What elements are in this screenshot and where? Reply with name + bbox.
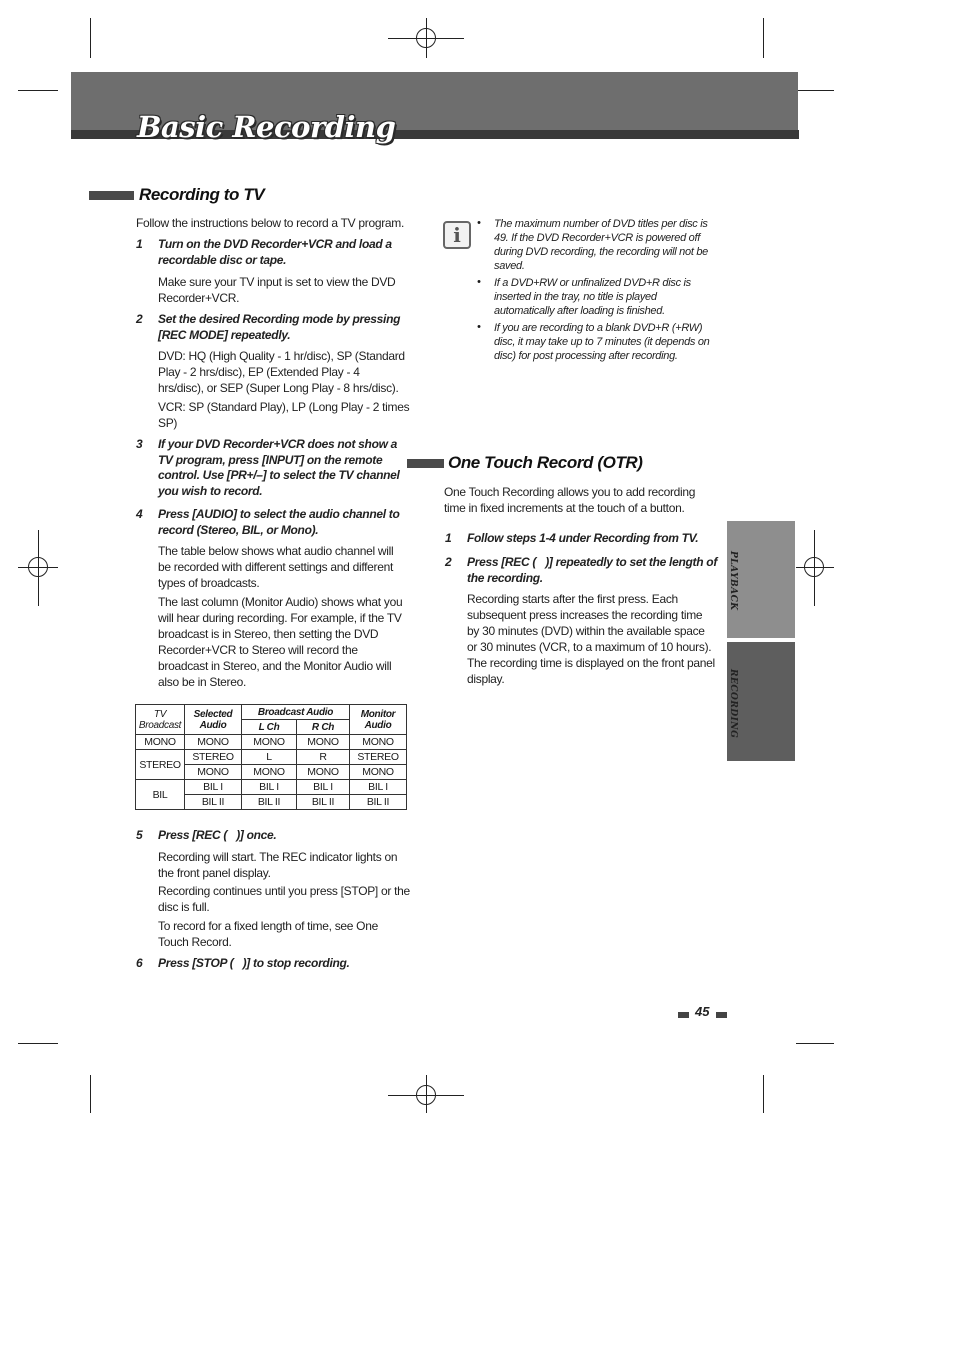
col-header-monitor-audio: [350, 705, 407, 735]
table-cell: STEREO: [136, 750, 185, 780]
step-2-detail-dvd: DVD: HQ (High Quality - 1 hr/disc), SP (Standard Play - 2 hrs/disc), EP (Extended Play - 4 hrs/disc), or SEP (Super Long Play - 8 hrs/disc).: [158, 349, 405, 395]
section-marker: [407, 459, 444, 468]
table-cell: STEREO: [185, 750, 242, 765]
step-number: 2: [136, 312, 143, 326]
section-marker: [89, 191, 134, 200]
otr-step-1: [445, 531, 720, 547]
table-cell: BIL I: [242, 780, 297, 795]
table-cell: MONO: [185, 735, 242, 750]
col-header-broadcast-audio: Broadcast Audio: [242, 705, 350, 720]
step-1-detail: Make sure your TV input is set to view the DVD Recorder+VCR.: [158, 275, 396, 305]
note-item: If a DVD+RW or unfinalized DVD+R disc is inserted in the tray, no title is played automatically after loading is finished.: [494, 277, 691, 317]
otr-intro-text: One Touch Recording allows you to add recording time in fixed increments at the touch of a button.: [444, 485, 696, 515]
step-4-detail-b: The last column (Monitor Audio) shows what you will hear during recording. For example, if the TV broadcast is in Stereo, then setting the DVD Recorder+VCR to Stereo will record the broadcast in Stereo, and the Monitor Audio will also be in Stereo.: [158, 595, 403, 689]
table-cell: MONO: [350, 765, 407, 780]
crop-mark: [90, 18, 91, 58]
page-title: Basic Recording: [137, 110, 396, 144]
table-cell: MONO: [350, 735, 407, 750]
table-cell: STEREO: [350, 750, 407, 765]
step-text: If your DVD Recorder+VCR does not show a TV program, press [INPUT] on the remote control. Use [PR+/–] to select the TV channel you wish to record.: [158, 437, 400, 498]
side-tab-recording-label: RECORDING: [728, 669, 738, 739]
header-text: Broadcast: [138, 719, 182, 731]
step-1: [136, 237, 411, 269]
registration-mark: [416, 1085, 436, 1105]
header-text: Audio: [364, 719, 392, 731]
header-text: Audio: [199, 719, 227, 731]
registration-mark: [416, 28, 436, 48]
table-cell: MONO: [297, 735, 350, 750]
section-heading-recording-to-tv: Recording to TV: [139, 185, 265, 204]
step-5-detail-c: To record for a fixed length of time, see One Touch Record.: [158, 919, 378, 949]
page-number-marker: [716, 1012, 727, 1018]
crop-mark: [18, 1043, 58, 1044]
step-text: Press [STOP ( )] to stop recording.: [158, 956, 350, 970]
table-cell: BIL I: [185, 780, 242, 795]
crop-mark: [763, 18, 764, 58]
crop-mark: [18, 90, 58, 91]
page-number-marker: [678, 1012, 689, 1018]
crop-mark: [796, 90, 834, 91]
otr-step-2: [445, 555, 720, 587]
step-text: Set the desired Recording mode by pressing [REC MODE] repeatedly.: [158, 312, 401, 342]
table-cell: L: [242, 750, 297, 765]
intro-text: Follow the instructions below to record a TV program.: [136, 216, 405, 230]
bullet: •: [477, 276, 481, 288]
header-text: TV: [153, 708, 167, 720]
table-cell: R: [297, 750, 350, 765]
step-3: [136, 437, 411, 501]
step-text: Press [REC ( )] once.: [158, 828, 277, 842]
step-5-detail-a: Recording will start. The REC indicator lights on the front panel display.: [158, 850, 398, 880]
step-4-detail-a: The table below shows what audio channel will be recorded with different settings and different types of broadcasts.: [158, 544, 394, 590]
table-cell: BIL II: [242, 795, 297, 810]
table-cell: MONO: [242, 765, 297, 780]
col-header-tv-broadcast: [136, 705, 185, 735]
step-text: Press [REC ( )] repeatedly to set the length of the recording.: [467, 555, 721, 585]
table-row: [136, 750, 407, 765]
crop-mark: [796, 1043, 834, 1044]
step-number: 4: [136, 507, 143, 521]
table-cell: MONO: [242, 735, 297, 750]
step-4: [136, 507, 411, 539]
step-number: 6: [136, 956, 143, 970]
registration-mark: [804, 557, 824, 577]
table-cell: MONO: [136, 735, 185, 750]
bullet: •: [477, 321, 481, 333]
col-header-l-ch: L Ch: [242, 720, 297, 735]
crop-mark: [763, 1075, 764, 1113]
table-cell: MONO: [297, 765, 350, 780]
step-text: Turn on the DVD Recorder+VCR and load a recordable disc or tape.: [158, 237, 392, 267]
table-cell: BIL: [136, 780, 185, 810]
page-number: 45: [695, 1004, 710, 1019]
table-cell: BIL I: [350, 780, 407, 795]
table-row: [136, 735, 407, 750]
table-cell: MONO: [185, 765, 242, 780]
bullet: •: [477, 217, 481, 229]
registration-mark: [28, 557, 48, 577]
step-number: 5: [136, 828, 143, 842]
step-5: [136, 828, 411, 844]
section-heading-one-touch-record: One Touch Record (OTR): [448, 453, 643, 472]
table-cell: BIL I: [297, 780, 350, 795]
step-text: Press [AUDIO] to select the audio channel to record (Stereo, BIL, or Mono).: [158, 507, 400, 537]
header-text: Monitor: [360, 708, 396, 720]
step-number: 1: [136, 237, 143, 251]
header-text: Selected: [193, 708, 233, 720]
step-2: [136, 312, 411, 344]
table-row: [136, 780, 407, 795]
table-cell: BIL II: [297, 795, 350, 810]
step-2-detail-vcr: VCR: SP (Standard Play), LP (Long Play - 2 times SP): [158, 400, 410, 430]
step-number: 1: [445, 531, 452, 545]
col-header-r-ch: R Ch: [297, 720, 350, 735]
step-5-detail-b: Recording continues until you press [STOP] or the disc is full.: [158, 884, 410, 914]
step-6: [136, 956, 411, 972]
note-item: The maximum number of DVD titles per disc is 49. If the DVD Recorder+VCR is powered off during DVD recording, the recording will not be saved.: [494, 218, 708, 272]
audio-channel-table: [135, 704, 407, 810]
side-tab-playback-label: PLAYBACK: [728, 551, 738, 611]
step-text: Follow steps 1-4 under Recording from TV.: [467, 531, 699, 545]
step-number: 2: [445, 555, 452, 569]
table-cell: BIL II: [350, 795, 407, 810]
info-icon: i: [443, 221, 471, 249]
step-number: 3: [136, 437, 143, 451]
table-cell: BIL II: [185, 795, 242, 810]
otr-step-2-detail: Recording starts after the first press. Each subsequent press increases the recording time by 30 minutes (DVD) within the available space or 30 minutes (VCR, to a maximum of 10 hours). The recording time is displayed on the front panel display.: [467, 592, 715, 686]
col-header-selected-audio: [185, 705, 242, 735]
note-item: If you are recording to a blank DVD+R (+RW) disc, it may take up to 7 minutes (it depends on disc) for post processing after recording.: [494, 322, 710, 362]
crop-mark: [90, 1075, 91, 1113]
